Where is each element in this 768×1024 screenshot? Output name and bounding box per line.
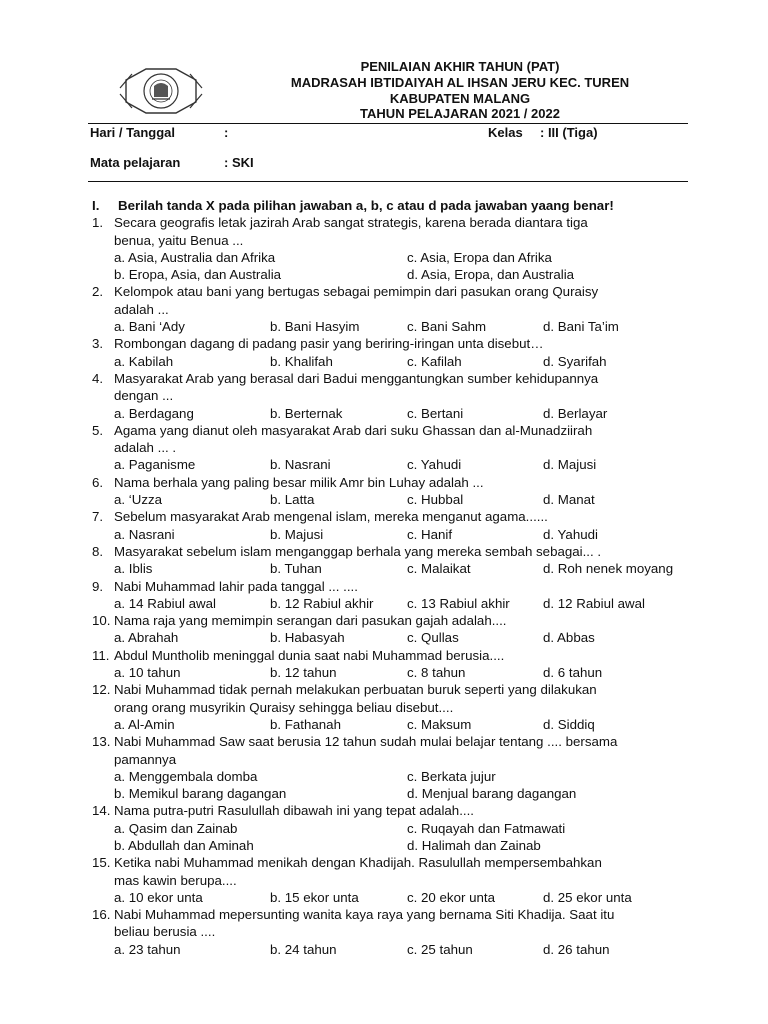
answer-option: c. 8 tahun (407, 665, 466, 681)
answer-option: d. 25 ekor unta (543, 889, 632, 905)
answer-option: a. 10 ekor unta (114, 889, 203, 905)
option-row (92, 664, 692, 681)
answer-option: c. 20 ekor unta (407, 889, 495, 905)
question-number: 4. (92, 370, 104, 386)
question-text: mas kawin berupa.... (114, 872, 237, 888)
question-text-line (92, 854, 692, 871)
answer-option: d. Bani Ta’im (543, 319, 619, 335)
answer-option: d. 26 tahun (543, 941, 610, 957)
answer-option: d. Menjual barang dagangan (407, 786, 577, 802)
header-title: PENILAIAN AKHIR TAHUN (PAT) (360, 59, 560, 74)
answer-option: b. Bani Hasyim (270, 319, 360, 335)
question-text-line (92, 370, 692, 387)
question-text-line (92, 802, 692, 819)
answer-option: a. Qasim dan Zainab (114, 820, 238, 836)
question-number: 16. (92, 907, 111, 923)
answer-option: c. 13 Rabiul akhir (407, 595, 510, 611)
answer-option: a. Nasrani (114, 526, 175, 542)
question-text: Secara geografis letak jazirah Arab sangat strategis, karena berada diantara tiga (114, 215, 588, 231)
question-text: Masyarakat sebelum islam menganggap berhala yang mereka sembah sebagai... . (114, 543, 602, 559)
answer-option: c. Ruqayah dan Fatmawati (407, 820, 566, 836)
question-text-line (92, 283, 692, 300)
answer-option: b. 12 Rabiul akhir (270, 595, 374, 611)
answer-option: c. Yahudi (407, 457, 462, 473)
question-text-line (92, 699, 692, 716)
answer-option: a. ‘Uzza (114, 492, 163, 508)
instruction-text: Berilah tanda X pada pilihan jawaban a, b, c atau d pada jawaban yaang benar! (118, 198, 614, 213)
option-row (92, 785, 692, 802)
question-number: 7. (92, 509, 104, 525)
question-text: Nabi Muhammad Saw saat berusia 12 tahun sudah mulai belajar tentang .... bersama (114, 734, 618, 750)
answer-option: a. Abrahah (114, 630, 179, 646)
option-row (92, 266, 692, 283)
question-text: benua, yaitu Benua ... (114, 232, 244, 248)
answer-option: b. Majusi (270, 526, 324, 542)
answer-option: b. 15 ekor unta (270, 889, 359, 905)
question-number: 15. (92, 855, 111, 871)
answer-option: d. Majusi (543, 457, 597, 473)
answer-option: d. Syarifah (543, 353, 607, 369)
answer-option: a. Iblis (114, 561, 153, 577)
answer-option: d. Siddiq (543, 716, 595, 732)
header-regency: KABUPATEN MALANG (389, 91, 531, 106)
question-text-line (92, 578, 692, 595)
question-number: 8. (92, 543, 104, 559)
answer-option: b. Fathanah (270, 716, 341, 732)
question-number: 13. (92, 734, 111, 750)
question-number: 1. (92, 215, 104, 231)
question-text: Agama yang dianut oleh masyarakat Arab dari suku Ghassan dan al-Munadziirah (114, 422, 593, 438)
answer-option: a. Al-Amin (114, 716, 175, 732)
option-row (92, 768, 692, 785)
option-row (92, 629, 692, 646)
answer-option: b. Tuhan (270, 561, 322, 577)
question-text-line (92, 543, 692, 560)
option-row (92, 889, 692, 906)
question-number: 10. (92, 613, 111, 629)
question-text-line (92, 906, 692, 923)
question-number: 2. (92, 284, 104, 300)
answer-option: b. Eropa, Asia, dan Australia (114, 267, 282, 283)
question-text-line (92, 422, 692, 439)
answer-option: a. 23 tahun (114, 941, 181, 957)
answer-option: a. Kabilah (114, 353, 174, 369)
option-row (92, 716, 692, 733)
question-text-line (92, 647, 692, 664)
question-text-line (92, 335, 692, 352)
option-row (92, 491, 692, 508)
answer-option: a. Berdagang (114, 405, 194, 421)
question-text-line (92, 508, 692, 525)
question-text: Abdul Muntholib meninggal dunia saat nabi Muhammad berusia.... (114, 647, 505, 663)
answer-option: c. Bani Sahm (407, 319, 487, 335)
question-text-line (92, 474, 692, 491)
question-number: 11. (92, 647, 110, 663)
question-text: adalah ... (114, 301, 169, 317)
question-text-line (92, 301, 692, 318)
answer-option: d. 12 Rabiul awal (543, 595, 646, 611)
answer-option: b. Nasrani (270, 457, 331, 473)
section-number: I. (92, 198, 100, 213)
answer-option: c. Asia, Eropa dan Afrika (407, 249, 552, 265)
day-label: Hari / Tanggal (90, 125, 175, 140)
class-label: Kelas (488, 125, 523, 140)
answer-option: d. Manat (543, 492, 595, 508)
header-divider (88, 123, 688, 124)
question-text-line (92, 612, 692, 629)
answer-option: b. Abdullah dan Aminah (114, 837, 254, 853)
answer-option: b. Memikul barang dagangan (114, 786, 287, 802)
question-text-line (92, 872, 692, 889)
question-text-line (92, 387, 692, 404)
answer-option: d. Asia, Eropa, dan Australia (407, 267, 575, 283)
subject-label: Mata pelajaran (90, 155, 181, 170)
answer-option: b. Habasyah (270, 630, 345, 646)
question-text: beliau berusia .... (114, 924, 216, 940)
question-text-line (92, 923, 692, 940)
answer-option: a. 10 tahun (114, 665, 181, 681)
header-school: MADRASAH IBTIDAIYAH AL IHSAN JERU KEC. TUREN (290, 75, 630, 90)
question-text: Sebelum masyarakat Arab mengenal islam, mereka menganut agama...... (114, 509, 548, 525)
question-text-line (92, 214, 692, 231)
question-text-line (92, 232, 692, 249)
question-number: 6. (92, 474, 104, 490)
answer-option: c. Bertani (407, 405, 464, 421)
question-text-line (92, 681, 692, 698)
day-colon: : (224, 125, 229, 140)
question-number: 5. (92, 422, 104, 438)
question-number: 12. (92, 682, 111, 698)
answer-option: d. Roh nenek moyang (543, 561, 674, 577)
question-text: dengan ... (114, 388, 174, 404)
answer-option: d. Yahudi (543, 526, 598, 542)
option-row (92, 526, 692, 543)
answer-option: c. Kafilah (407, 353, 462, 369)
meta-divider (88, 181, 688, 182)
option-row (92, 595, 692, 612)
answer-option: b. Latta (270, 492, 315, 508)
question-number: 3. (92, 336, 104, 352)
answer-option: c. Qullas (407, 630, 459, 646)
question-text-line (92, 751, 692, 768)
question-text: Rombongan dagang di padang pasir yang beriring-iringan unta disebut… (114, 336, 544, 352)
question-text-line (92, 439, 692, 456)
question-text: Nama raja yang memimpin serangan dari pasukan gajah adalah.... (114, 613, 507, 629)
question-number: 14. (92, 803, 111, 819)
question-text: adalah ... . (114, 440, 177, 456)
option-row (92, 405, 692, 422)
class-value: : III (Tiga) (540, 125, 598, 140)
question-text: Kelompok atau bani yang bertugas sebagai pemimpin dari pasukan orang Quraisy (114, 284, 599, 300)
question-text: orang orang musyrikin Quraisy sehingga beliau disebut.... (114, 699, 454, 715)
question-text: Nabi Muhammad mepersunting wanita kaya raya yang bernama Siti Khadija. Saat itu (114, 907, 615, 923)
answer-option: c. 25 tahun (407, 941, 473, 957)
answer-option: c. Berkata jujur (407, 768, 496, 784)
answer-option: d. 6 tahun (543, 665, 603, 681)
question-text: Nama putra-putri Rasulullah dibawah ini yang tepat adalah.... (114, 803, 474, 819)
answer-option: d. Abbas (543, 630, 595, 646)
answer-option: c. Maksum (407, 716, 472, 732)
answer-option: b. Berternak (270, 405, 343, 421)
option-row (92, 249, 692, 266)
option-row (92, 353, 692, 370)
answer-option: a. Menggembala domba (114, 768, 258, 784)
subject-value: : SKI (224, 155, 254, 170)
question-text: Ketika nabi Muhammad menikah dengan Khadijah. Rasulullah mempersembahkan (114, 855, 602, 871)
instruction (92, 197, 692, 214)
question-text: pamannya (114, 751, 177, 767)
option-row (92, 560, 692, 577)
question-list (92, 197, 692, 958)
answer-option: b. 12 tahun (270, 665, 337, 681)
answer-option: a. 14 Rabiul awal (114, 595, 217, 611)
school-logo (116, 66, 206, 116)
option-row (92, 820, 692, 837)
answer-option: c. Hubbal (407, 492, 464, 508)
header-year: TAHUN PELAJARAN 2021 / 2022 (360, 106, 560, 121)
answer-option: a. Paganisme (114, 457, 196, 473)
option-row (92, 456, 692, 473)
answer-option: b. 24 tahun (270, 941, 337, 957)
answer-option: d. Berlayar (543, 405, 608, 421)
question-text: Nabi Muhammad tidak pernah melakukan perbuatan buruk seperti yang dilakukan (114, 682, 597, 698)
answer-option: c. Hanif (407, 526, 453, 542)
option-row (92, 941, 692, 958)
answer-option: a. Bani ‘Ady (114, 319, 185, 335)
question-text: Nama berhala yang paling besar milik Amr bin Luhay adalah ... (114, 474, 484, 490)
question-text: Nabi Muhammad lahir pada tanggal ... .... (114, 578, 358, 594)
question-text-line (92, 733, 692, 750)
question-number: 9. (92, 578, 104, 594)
answer-option: b. Khalifah (270, 353, 333, 369)
option-row (92, 318, 692, 335)
answer-option: d. Halimah dan Zainab (407, 837, 541, 853)
question-text: Masyarakat Arab yang berasal dari Badui menggantungkan sumber kehidupannya (114, 370, 599, 386)
option-row (92, 837, 692, 854)
answer-option: a. Asia, Australia dan Afrika (114, 249, 276, 265)
answer-option: c. Malaikat (407, 561, 471, 577)
